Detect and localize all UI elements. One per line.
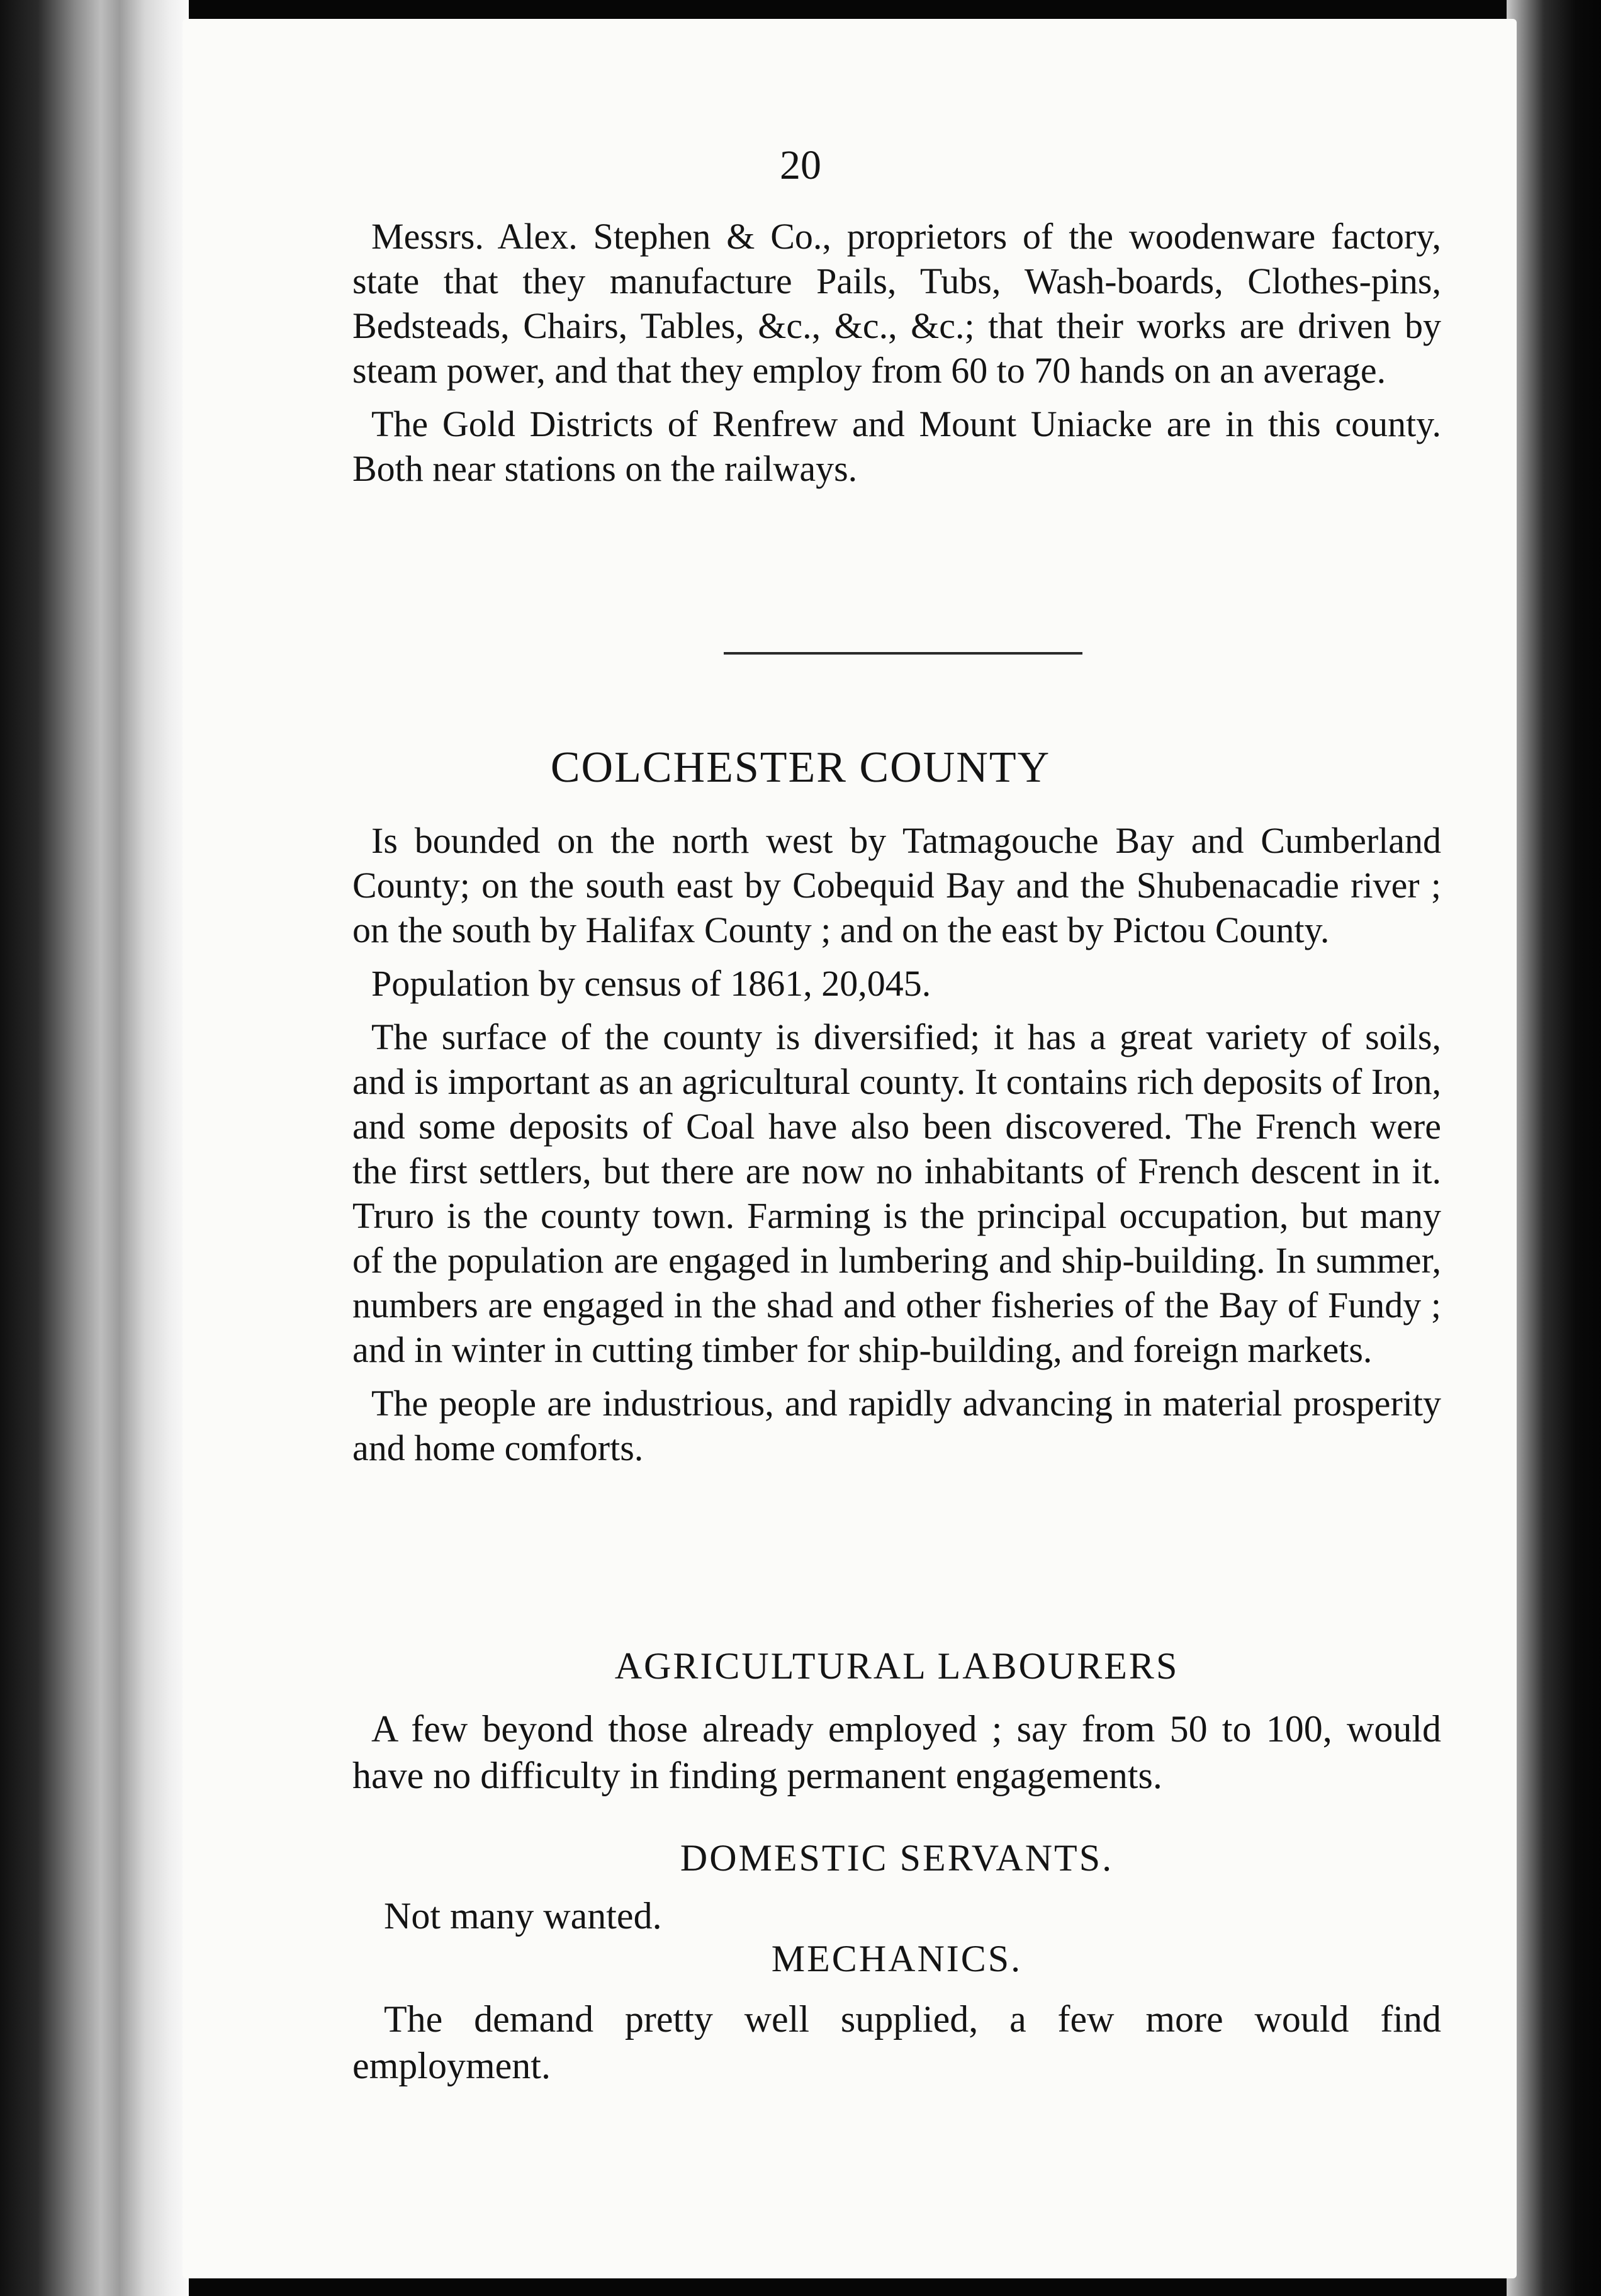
section-divider <box>724 652 1082 655</box>
county-paragraph-boundaries: Is bounded on the north west by Tatmagouche Bay and Cumberland County; on the south east by Cobequid Bay and the Shubenacadie river ; on the south by Halifax County ; and on the east by Pictou County. <box>352 820 1441 950</box>
servants-body: Not many wanted. <box>384 1895 662 1937</box>
intro-section <box>352 214 1441 491</box>
intro-paragraph-woodenware: Messrs. Alex. Stephen & Co., proprietors of the woodenware factory, state that they manufacture Pails, Tubs, Wash-boards, Clothes-pins, Bedsteads, Chairs, Tables, &c., &c., &c.; that their works are driven by steam power, and that they employ from 60 to 70 hands on an average. <box>352 216 1441 391</box>
page-number: 20 <box>780 142 821 188</box>
servants-heading: DOMESTIC SERVANTS. <box>680 1837 1114 1879</box>
labourers-heading: AGRICULTURAL LABOURERS <box>614 1645 1179 1687</box>
county-paragraph-population: Population by census of 1861, 20,045. <box>371 963 931 1004</box>
mechanics-section <box>352 1935 1441 2089</box>
labourers-body: A few beyond those already employed ; say from 50 to 100, would have no difficulty in finding permanent engagements. <box>352 1708 1441 1796</box>
mechanics-body: The demand pretty well supplied, a few more would find employment. <box>352 1998 1441 2086</box>
servants-section <box>352 1835 1441 1939</box>
scan-right-edge <box>1507 0 1601 2296</box>
mechanics-heading: MECHANICS. <box>771 1938 1023 1979</box>
labourers-section <box>352 1643 1441 1799</box>
county-section <box>352 818 1441 1470</box>
county-title: COLCHESTER COUNTY <box>550 743 1051 792</box>
scan-left-edge <box>0 0 189 2296</box>
intro-paragraph-gold-districts: The Gold Districts of Renfrew and Mount Uniacke are in this county. Both near stations on the railways. <box>352 403 1441 489</box>
county-paragraph-surface: The surface of the county is diversified; it has a great variety of soils, and is important as an agricultural county. It contains rich deposits of Iron, and some deposits of Coal have also been discovered. The French were the first settlers, but there are now no inhabitants of French descent in it. Truro is the county town. Farming is the principal occupation, but many of the population are engaged in lumbering and ship-building. In summer, numbers are engaged in the shad and other fisheries of the Bay of Fundy ; and in winter in cutting timber for ship-building, and foreign markets. <box>352 1016 1441 1370</box>
county-paragraph-people: The people are industrious, and rapidly advancing in material prosperity and home comforts. <box>352 1383 1441 1468</box>
